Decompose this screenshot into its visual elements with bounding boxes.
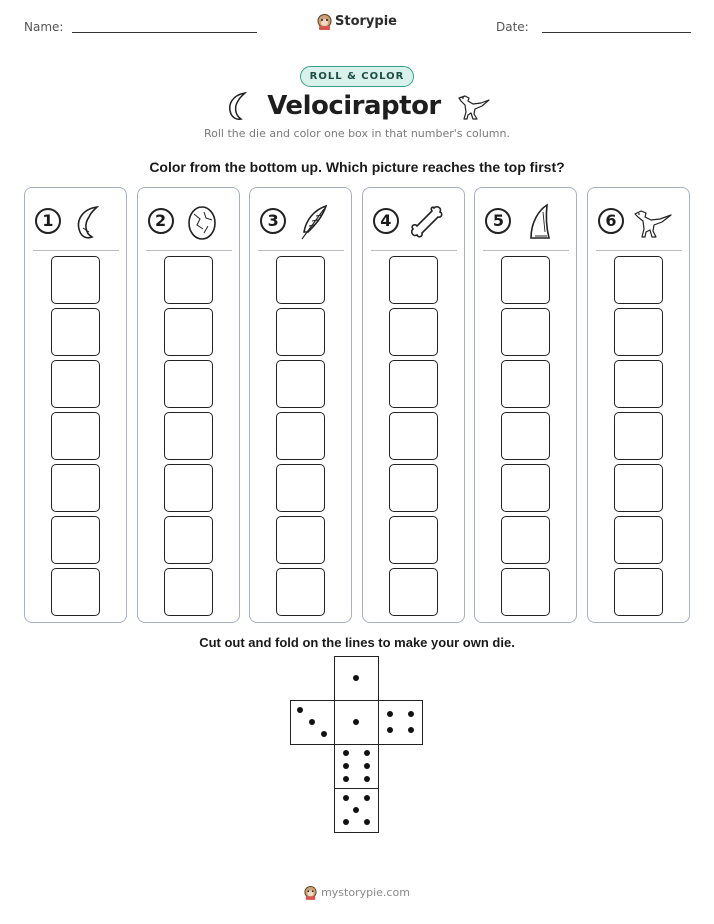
- die-pip: [343, 750, 349, 756]
- die-pip: [364, 819, 370, 825]
- die-pip: [387, 711, 393, 717]
- die-face-1: [334, 700, 379, 745]
- die-face-6: [334, 744, 379, 789]
- velociraptor-icon: [632, 202, 672, 242]
- die-pip: [343, 819, 349, 825]
- color-box[interactable]: [501, 516, 550, 564]
- claw-icon: [223, 90, 253, 122]
- instruction-text: Color from the bottom up. Which picture reaches the top first?: [149, 159, 565, 175]
- die-face-3: [290, 700, 335, 745]
- color-box[interactable]: [389, 464, 438, 512]
- column-number: 2: [148, 208, 174, 234]
- color-box[interactable]: [389, 516, 438, 564]
- storypie-mascot-icon: [304, 885, 317, 900]
- color-box[interactable]: [276, 412, 325, 460]
- column-header: [260, 202, 342, 242]
- color-box[interactable]: [276, 256, 325, 304]
- die-pip: [364, 763, 370, 769]
- color-box[interactable]: [501, 360, 550, 408]
- color-box[interactable]: [389, 412, 438, 460]
- column-1: [24, 187, 127, 623]
- color-box[interactable]: [501, 308, 550, 356]
- column-divider: [596, 250, 682, 251]
- color-box[interactable]: [276, 568, 325, 616]
- column-header: [598, 202, 680, 242]
- activity-badge: ROLL & COLOR: [300, 66, 415, 87]
- color-box[interactable]: [51, 256, 100, 304]
- brand-name: Storypie: [335, 14, 397, 29]
- color-box[interactable]: [164, 516, 213, 564]
- die-pip: [364, 776, 370, 782]
- die-pip: [343, 776, 349, 782]
- column-number: 3: [260, 208, 286, 234]
- page-subtitle: Roll the die and color one box in that number's column.: [204, 127, 510, 140]
- column-divider: [258, 250, 344, 251]
- column-number: 5: [485, 208, 511, 234]
- color-box[interactable]: [51, 464, 100, 512]
- claw-icon: [69, 202, 109, 242]
- page-title: Velociraptor: [267, 91, 441, 121]
- date-label: Date:: [496, 20, 529, 34]
- column-divider: [146, 250, 232, 251]
- die-pip: [309, 719, 315, 725]
- velociraptor-icon: [455, 90, 491, 122]
- die-pip: [353, 719, 359, 725]
- die-face-5: [334, 788, 379, 833]
- color-box[interactable]: [389, 360, 438, 408]
- die-pip: [408, 727, 414, 733]
- column-3: [249, 187, 352, 623]
- color-box[interactable]: [389, 256, 438, 304]
- color-box[interactable]: [614, 568, 663, 616]
- column-4: [362, 187, 465, 623]
- color-box[interactable]: [276, 464, 325, 512]
- color-box[interactable]: [614, 412, 663, 460]
- title-row: [0, 90, 714, 122]
- column-number: 1: [35, 208, 61, 234]
- column-number: 6: [598, 208, 624, 234]
- column-header: [35, 202, 117, 242]
- column-divider: [33, 250, 119, 251]
- name-label: Name:: [24, 20, 64, 34]
- color-box[interactable]: [614, 256, 663, 304]
- color-box[interactable]: [164, 256, 213, 304]
- column-header: [148, 202, 230, 242]
- storypie-mascot-icon: [317, 13, 332, 30]
- column-6: [587, 187, 690, 623]
- color-box[interactable]: [276, 308, 325, 356]
- roll-columns: [24, 187, 690, 623]
- column-header: [485, 202, 567, 242]
- color-box[interactable]: [51, 308, 100, 356]
- color-box[interactable]: [614, 308, 663, 356]
- die-pip: [353, 807, 359, 813]
- die-pip: [353, 675, 359, 681]
- color-box[interactable]: [389, 568, 438, 616]
- bone-icon: [407, 202, 447, 242]
- die-pip: [364, 795, 370, 801]
- color-box[interactable]: [164, 412, 213, 460]
- brand-logo: [0, 13, 714, 35]
- feather-icon: [294, 202, 334, 242]
- color-box[interactable]: [51, 516, 100, 564]
- die-net: [290, 656, 425, 836]
- color-box[interactable]: [501, 412, 550, 460]
- color-box[interactable]: [276, 360, 325, 408]
- die-pip: [321, 731, 327, 737]
- die-face-1: [334, 656, 379, 701]
- die-pip: [297, 707, 303, 713]
- color-box[interactable]: [501, 568, 550, 616]
- color-box[interactable]: [501, 464, 550, 512]
- column-2: [137, 187, 240, 623]
- footer: [0, 885, 714, 905]
- die-face-4: [378, 700, 423, 745]
- color-box[interactable]: [51, 412, 100, 460]
- color-box[interactable]: [614, 516, 663, 564]
- color-box[interactable]: [389, 308, 438, 356]
- die-pip: [408, 711, 414, 717]
- egg-icon: [182, 202, 222, 242]
- tooth-icon: [519, 202, 559, 242]
- die-pip: [343, 763, 349, 769]
- column-header: [373, 202, 455, 242]
- color-box[interactable]: [51, 360, 100, 408]
- color-box[interactable]: [164, 464, 213, 512]
- die-pip: [343, 795, 349, 801]
- column-divider: [483, 250, 569, 251]
- footer-url: mystorypie.com: [321, 886, 410, 899]
- color-box[interactable]: [501, 256, 550, 304]
- die-pip: [387, 727, 393, 733]
- column-divider: [371, 250, 457, 251]
- color-box[interactable]: [276, 516, 325, 564]
- color-box[interactable]: [51, 568, 100, 616]
- die-instruction: Cut out and fold on the lines to make your own die.: [199, 635, 515, 650]
- color-box[interactable]: [614, 360, 663, 408]
- color-box[interactable]: [164, 360, 213, 408]
- die-pip: [364, 750, 370, 756]
- color-box[interactable]: [164, 568, 213, 616]
- column-number: 4: [373, 208, 399, 234]
- color-box[interactable]: [614, 464, 663, 512]
- column-5: [474, 187, 577, 623]
- color-box[interactable]: [164, 308, 213, 356]
